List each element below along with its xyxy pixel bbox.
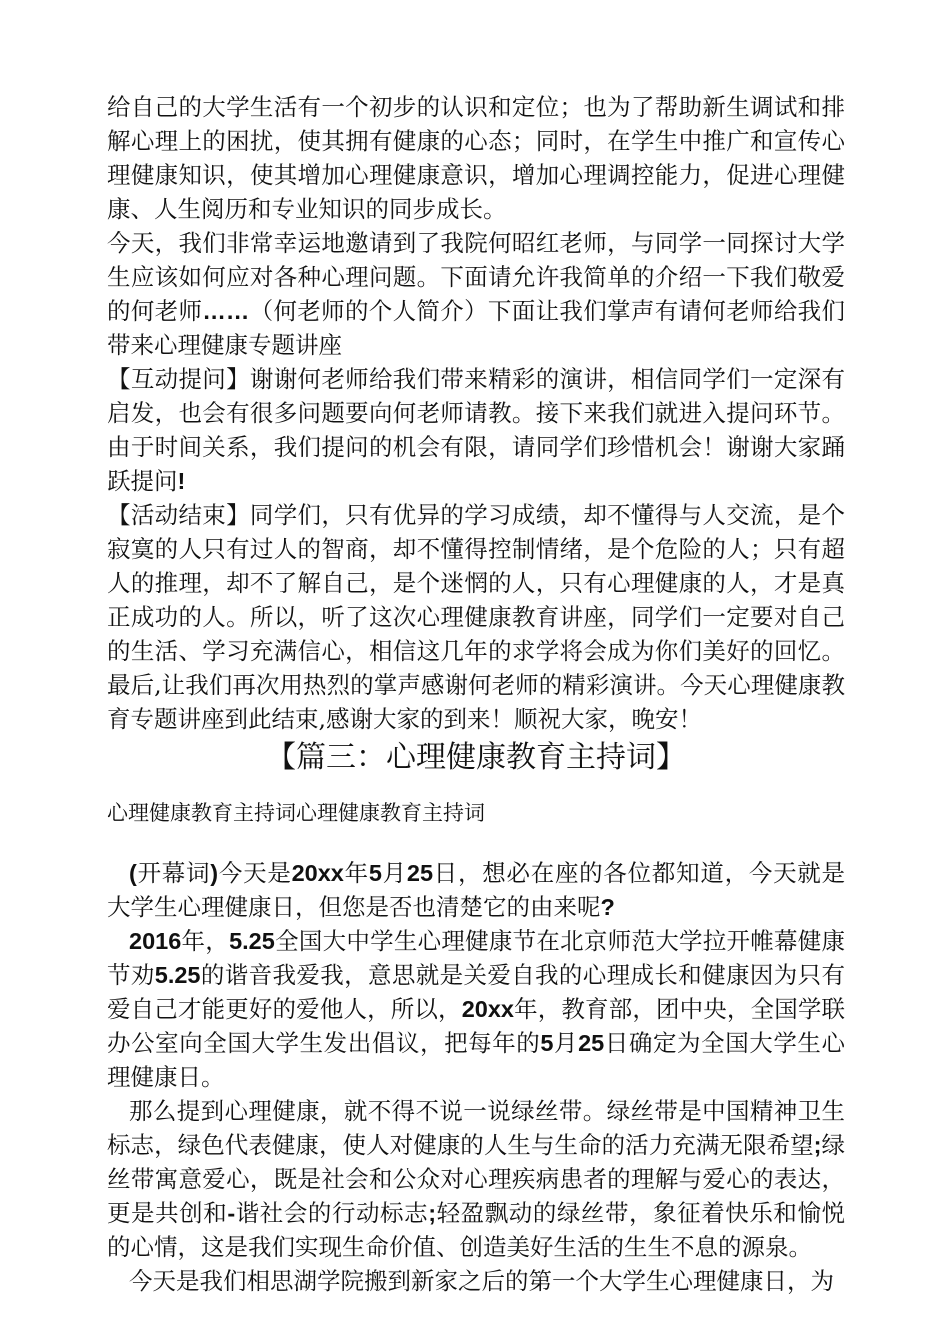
ribbon-semicolon: ;: [428, 1200, 437, 1226]
opening-text: 年: [343, 859, 369, 887]
opening-paren-close: ): [210, 860, 219, 886]
ribbon-dash: -: [227, 1200, 236, 1226]
section-subtitle: 心理健康教育主持词心理健康教育主持词: [107, 801, 485, 825]
history-text: 年，教育部，团中央，全国学联办公室向全国大学生发出倡议，把每年的: [107, 995, 846, 1057]
ribbon-text: 轻盈飘动的绿丝带，象征着快乐和愉悦的心情，这是我们实现生命价值、创造美好生活的生生不息的源泉。: [107, 1199, 846, 1261]
section-heading: 【篇三：心理健康教育主持词】: [266, 740, 686, 775]
opening-question-mark: ?: [600, 894, 615, 920]
opening-text: 月: [381, 859, 407, 887]
history-text: 月: [553, 1029, 579, 1057]
invite-text: 今天，我们非常幸运地邀请到了我院何昭红老师，与同学一同探讨大学生应该如何应对各种心理问题。下面请允许我简单的介绍一下我们敬爱的何老师: [107, 229, 845, 325]
paragraph-history: [107, 924, 845, 1094]
opening-label: 开幕词: [136, 859, 211, 887]
opening-day: 25: [406, 860, 434, 886]
opening-text: 今天是: [218, 859, 292, 887]
history-day: 25: [578, 1030, 605, 1056]
qa-text: 【互动提问】谢谢何老师给我们带来精彩的演讲，相信同学们一定深有启发，也会有很多问题要向何老师请教。接下来我们就进入提问环节。由于时间关系，我们提问的机会有限，请同学们珍惜机会！谢谢大家踊跃提问: [107, 365, 845, 495]
history-month: 5: [540, 1030, 554, 1056]
paragraph-invite: [107, 226, 845, 362]
history-text: 的谐音我爱我，意思就是关爱自我的心理成长和健康因为只有爱自己才能更好的爱他人，所以，: [107, 961, 846, 1023]
paragraph-intro: 给自己的大学生活有一个初步的认识和定位；也为了帮助新生调试和排解心理上的困扰，使其拥有健康的心态；同时，在学生中推广和宣传心理健康知识，使其增加心理健康意识，增加心理调控能力，促进心理健康、人生阅历和专业知识的同步成长。: [107, 93, 845, 223]
ribbon-text: 谐社会的行动标志: [235, 1199, 429, 1227]
history-date: 5.25: [229, 928, 275, 954]
paragraph-opening: [107, 856, 845, 924]
paragraph-closing: 【活动结束】同学们，只有优异的学习成绩，却不懂得与人交流，是个寂寞的人只有过人的智商，却不懂得控制情绪，是个危险的人；只有超人的推理，却不了解自己，是个迷惘的人，只有心理健康的人，才是真正成功的人。所以，听了这次心理健康教育讲座，同学们一定要对自己的生活、学习充满信心，相信这几年的求学将会成为你们美好的回忆。最后,让我们再次用热烈的掌声感谢何老师的精彩演讲。今天心理健康教育专题讲座到此结束,感谢大家的到来！顺祝大家，晚安！: [107, 501, 845, 733]
qa-exclamation: !: [177, 468, 186, 494]
paragraph-ribbon: [107, 1094, 845, 1264]
ribbon-semicolon: ;: [813, 1132, 822, 1158]
history-text: 全国大中学生心理健康节在北京师范大学拉开帷幕健康节劝: [107, 927, 846, 989]
opening-year: 20xx: [291, 860, 344, 886]
history-year: 20xx: [461, 996, 514, 1022]
invite-text-cont: （何老师的个人简介）下面让我们掌声有请何老师给我们带来心理健康专题讲座: [107, 297, 846, 359]
history-text: 年，: [181, 927, 230, 955]
paragraph-last: 今天是我们相思湖学院搬到新家之后的第一个大学生心理健康日，为: [129, 1267, 834, 1295]
ellipsis: ……: [202, 298, 250, 324]
history-text: 日确定为全国大学生心理健康日。: [107, 1029, 846, 1091]
history-year: 2016: [129, 928, 182, 954]
opening-paren-open: (: [129, 860, 137, 886]
opening-month: 5: [368, 860, 382, 886]
ribbon-text: 绿丝带寓意爱心，既是社会和公众对心理疾病患者的理解与爱心的表达，更是共创和: [107, 1131, 846, 1227]
history-date: 5.25: [154, 962, 201, 988]
blank-line: [107, 828, 845, 856]
opening-text: 日，想必在座的各位都知道，今天就是大学生心理健康日，但您是否也清楚它的由来呢: [107, 859, 846, 921]
document-page: [107, 90, 845, 1298]
ribbon-text: 那么提到心理健康，就不得不说一说绿丝带。绿丝带是中国精神卫生标志，绿色代表健康，使人对健康的人生与生命的活力充满无限希望: [107, 1097, 845, 1159]
paragraph-qa: [107, 362, 845, 498]
